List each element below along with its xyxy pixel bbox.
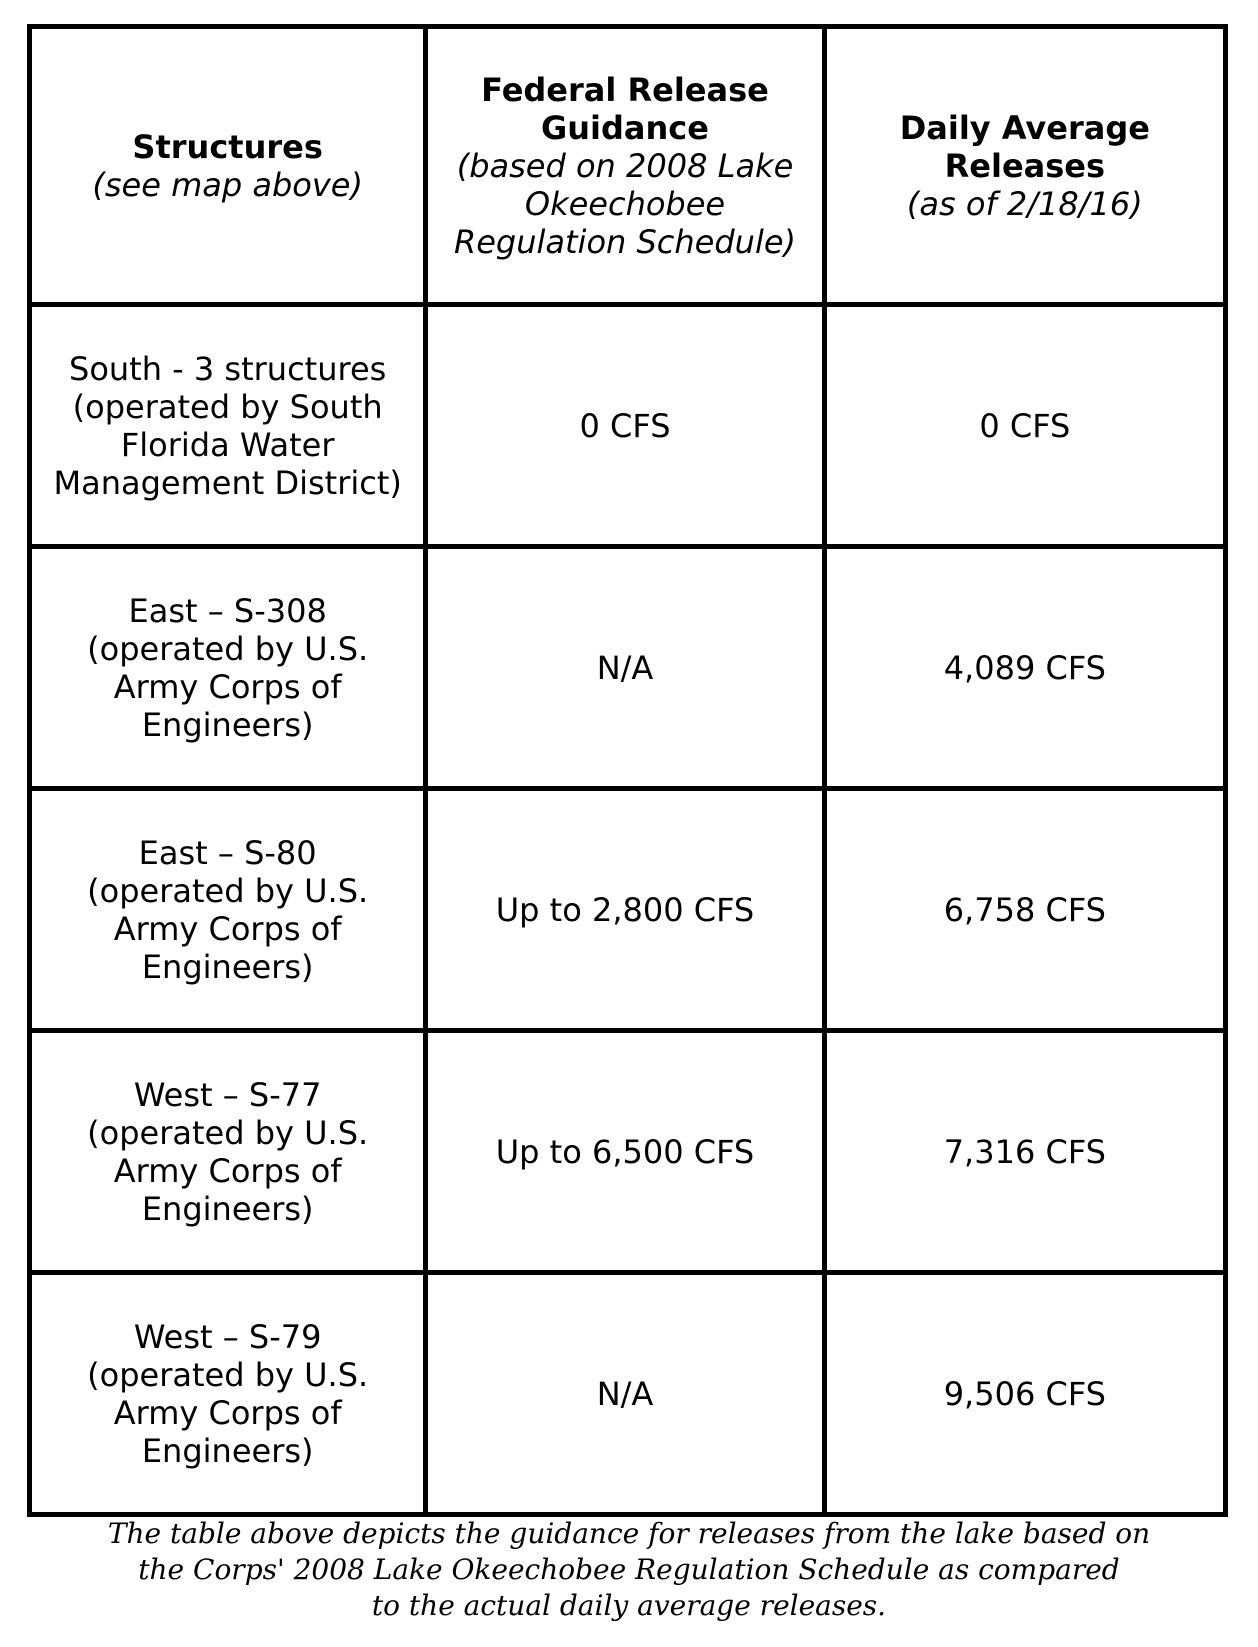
header-title: Releases (944, 146, 1106, 185)
table-row (30, 305, 1226, 547)
structure-line: Management District) (53, 463, 402, 502)
structure-line: East – S-308 (128, 591, 327, 630)
guidance-cell: 0 CFS (426, 305, 824, 547)
table-row (30, 1031, 1226, 1273)
guidance-cell: N/A (426, 547, 824, 789)
structure-cell (30, 1031, 426, 1273)
structure-line: (operated by U.S. (87, 871, 369, 910)
structure-line: West – S-79 (133, 1317, 322, 1356)
table-row (30, 547, 1226, 789)
caption-line: The table above depicts the guidance for releases from the lake based on (107, 1517, 1151, 1550)
header-structures (30, 27, 426, 305)
structure-line: (operated by South (72, 387, 383, 426)
structure-line: Army Corps of (113, 1151, 342, 1190)
table-caption (60, 1516, 1198, 1624)
header-row (30, 27, 1226, 305)
guidance-cell: Up to 2,800 CFS (426, 789, 824, 1031)
header-subtitle: (as of 2/18/16) (906, 184, 1143, 223)
header-subtitle: Regulation Schedule) (453, 222, 796, 261)
table-row (30, 1273, 1226, 1515)
structure-line: Engineers) (141, 1431, 314, 1470)
structure-line: Engineers) (141, 705, 314, 744)
structure-cell (30, 1273, 426, 1515)
structure-line: Engineers) (141, 1189, 314, 1228)
daily-cell: 7,316 CFS (824, 1031, 1225, 1273)
structure-line: Army Corps of (113, 1393, 342, 1432)
structure-line: Florida Water (120, 425, 335, 464)
table-row (30, 789, 1226, 1031)
caption-line: the Corps' 2008 Lake Okeechobee Regulation Schedule as compared (138, 1553, 1120, 1586)
guidance-cell: N/A (426, 1273, 824, 1515)
structure-line: (operated by U.S. (87, 1113, 369, 1152)
header-title: Federal Release (481, 70, 769, 109)
header-title: Structures (132, 127, 323, 166)
structure-cell (30, 789, 426, 1031)
structure-line: East – S-80 (138, 833, 317, 872)
caption-line: to the actual daily average releases. (371, 1589, 887, 1622)
structure-line: Engineers) (141, 947, 314, 986)
header-federal-guidance (426, 27, 824, 305)
structure-line: (operated by U.S. (87, 629, 369, 668)
structure-line: Army Corps of (113, 909, 342, 948)
daily-cell: 4,089 CFS (824, 547, 1225, 789)
structure-line: West – S-77 (133, 1075, 322, 1114)
daily-cell: 6,758 CFS (824, 789, 1225, 1031)
header-subtitle: (based on 2008 Lake (456, 146, 794, 185)
daily-cell: 9,506 CFS (824, 1273, 1225, 1515)
structure-line: Army Corps of (113, 667, 342, 706)
daily-cell: 0 CFS (824, 305, 1225, 547)
header-title: Daily Average (899, 108, 1150, 147)
header-daily-average (824, 27, 1225, 305)
header-subtitle: Okeechobee (524, 184, 726, 223)
structure-cell (30, 305, 426, 547)
structure-line: South - 3 structures (69, 349, 387, 388)
releases-table (27, 24, 1228, 1517)
header-subtitle: (see map above) (92, 165, 363, 204)
header-title: Guidance (541, 108, 709, 147)
structure-cell (30, 547, 426, 789)
guidance-cell: Up to 6,500 CFS (426, 1031, 824, 1273)
structure-line: (operated by U.S. (87, 1355, 369, 1394)
